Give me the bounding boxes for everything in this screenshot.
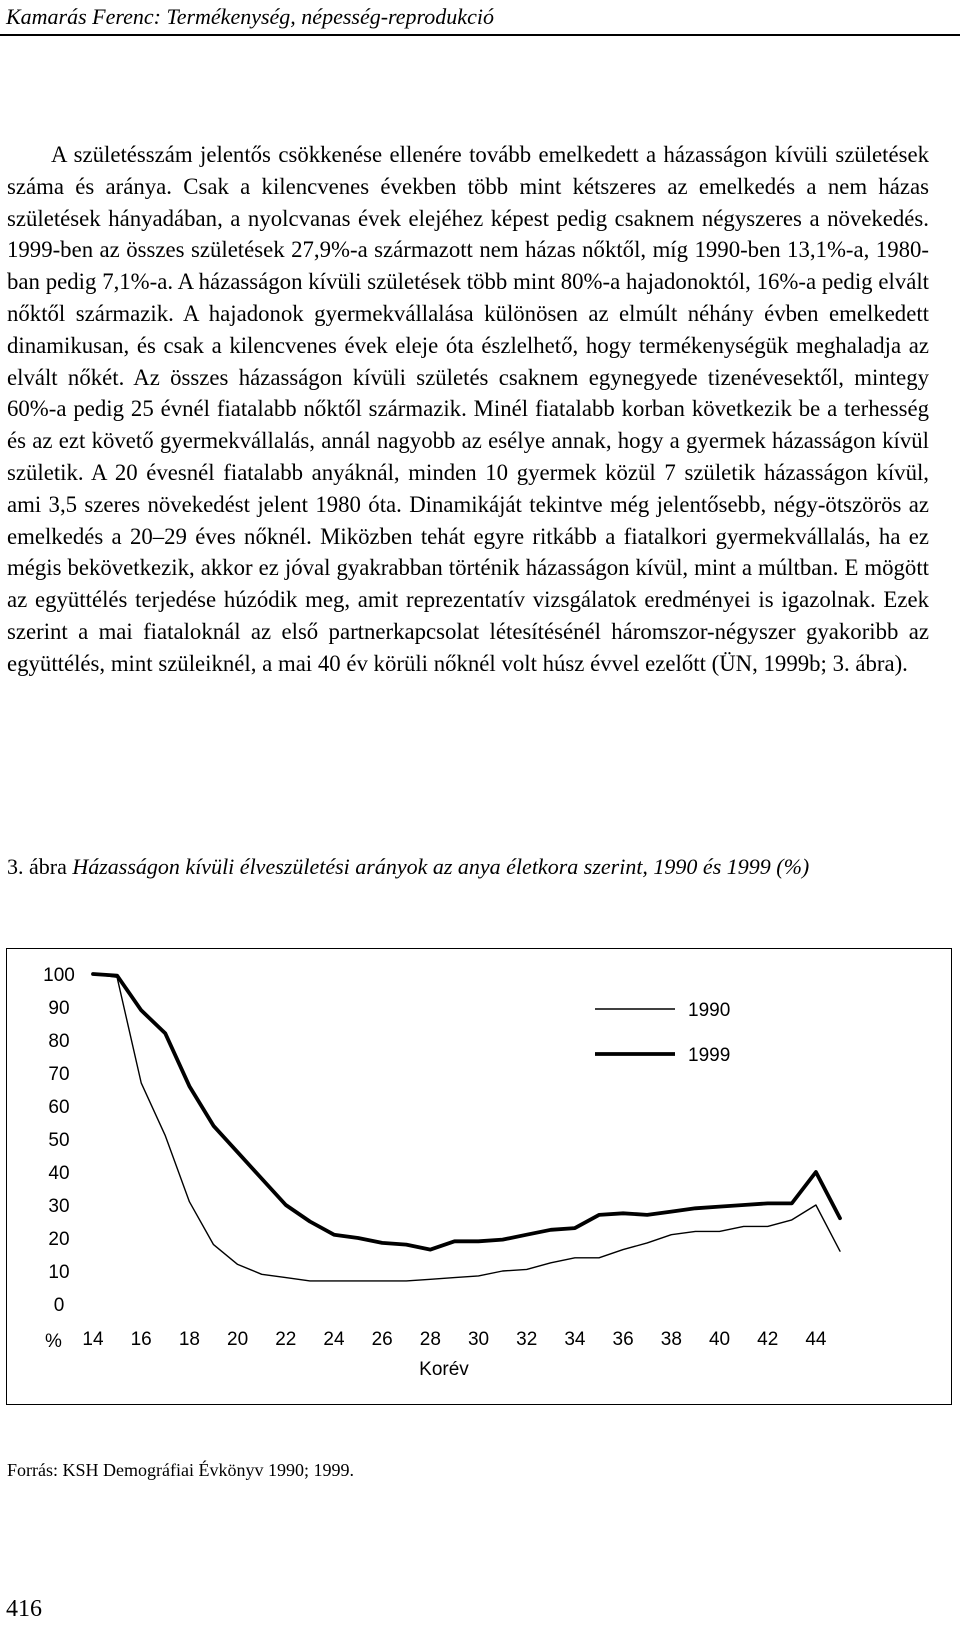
- y-tick-label: 0: [53, 1295, 65, 1316]
- source-note: Forrás: KSH Demográfiai Évkönyv 1990; 1999.: [7, 1460, 354, 1480]
- x-tick-label: 22: [275, 1329, 297, 1350]
- x-tick-label: 28: [419, 1329, 441, 1350]
- body-text: [7, 139, 929, 680]
- x-tick-label: 18: [178, 1329, 200, 1350]
- x-tick-label: 14: [82, 1329, 104, 1350]
- x-tick-label: 42: [757, 1329, 779, 1350]
- y-tick-label: 40: [48, 1163, 70, 1184]
- legend-label-1990: 1990: [688, 1000, 731, 1021]
- x-tick-label: 36: [612, 1329, 634, 1350]
- x-tick-label: 26: [371, 1329, 393, 1350]
- running-head: Kamarás Ferenc: Termékenység, népesség-reprodukció: [6, 4, 494, 29]
- x-tick-label: 30: [467, 1329, 490, 1350]
- legend-label-1999: 1999: [688, 1045, 731, 1066]
- y-tick-label: 100: [43, 965, 75, 986]
- x-axis-tick-labels: [82, 1329, 826, 1350]
- y-tick-label: 90: [48, 998, 70, 1019]
- legend: [595, 1000, 730, 1066]
- x-tick-label: 40: [708, 1329, 731, 1350]
- x-tick-label: 38: [660, 1329, 682, 1350]
- y-axis-label: %: [45, 1331, 62, 1352]
- x-tick-label: 24: [323, 1329, 345, 1350]
- y-tick-label: 20: [48, 1229, 70, 1250]
- y-axis-tick-labels: [43, 965, 75, 1316]
- y-tick-label: 60: [48, 1097, 70, 1118]
- y-tick-label: 30: [48, 1196, 70, 1217]
- figure-caption-text: Házasságon kívüli élveszületési arányok az anya életkora szerint, 1990 és 1999 (%): [72, 854, 810, 879]
- figure-number: 3. ábra: [7, 854, 67, 879]
- x-tick-label: 32: [516, 1329, 538, 1350]
- x-axis-label: Korév: [419, 1359, 469, 1380]
- x-tick-label: 34: [564, 1329, 586, 1350]
- body-paragraph: A születésszám jelentős csökkenése ellenére tovább emelkedett a házasságon kívüli születések száma és aránya. Csak a kilencvenes években több mint kétszeres az emelkedés a nem házas születések hányadában, a nyolcvanas évek elejéhez képest pedig csaknem négyszeres a növekedés. 1999-ben az összes születések 27,9%-a származott nem házas nőktől, míg 1990-ben 13,1%-a, 1980-ban pedig 7,1%-a. A házasságon kívüli születések több mint 80%-a hajadonoktól, 16%-a pedig elvált nőktől származik. A hajadonok gyermekvállalása különösen az elmúlt néhány évben emelkedett dinamikusan, és csak a kilencvenes évek eleje óta észlelhető, hogy termékenységük meghaladja az elvált nőkét. Az összes házasságon kívüli születés csaknem egynegyede tizenévesektől, mintegy 60%-a pedig 25 évnél fiatalabb nőktől származik. Minél fiatalabb korban következik be a terhesség és az ezt követő gyermekvállalás, annál nagyobb az esélye annak, hogy a gyermek házasságon kívül születik. A 20 évesnél fiatalabb anyáknál, minden 10 gyermek közül 7 születik házasságon kívül, ami 3,5 szeres növekedést jelent 1980 óta. Dinamikáját tekintve még jelentősebb, négy-ötszörös az emelkedés a 20–29 éves nőknél. Miközben tehát egyre ritkább a fiatalkori gyermekvállalás, ha ez mégis bekövetkezik, akkor ez jóval gyakrabban történik házasságon kívül, mint a múltban. E mögött az együttélés terjedése húzódik meg, amit reprezentatív vizsgálatok eredményei is igazolnak. Ezek szerint a mai fiataloknál az első partnerkapcsolat létesítésénél háromszor-négyszer gyakoribb az együttélés, mint szüleiknél, a mai 40 év körüli nőknél volt húsz évvel ezelőtt (ÜN, 1999b; 3. ábra).: [7, 142, 929, 676]
- figure-caption: [7, 852, 907, 882]
- y-tick-label: 50: [48, 1130, 70, 1151]
- x-tick-label: 16: [130, 1329, 152, 1350]
- header-rule: [0, 34, 960, 36]
- line-chart: [7, 949, 951, 1404]
- x-tick-label: 44: [805, 1329, 827, 1350]
- page-number: 416: [6, 1596, 42, 1622]
- chart-frame: [6, 948, 952, 1405]
- y-tick-label: 10: [48, 1262, 70, 1283]
- y-tick-label: 70: [48, 1064, 70, 1085]
- x-tick-label: 20: [227, 1329, 249, 1350]
- y-tick-label: 80: [48, 1031, 70, 1052]
